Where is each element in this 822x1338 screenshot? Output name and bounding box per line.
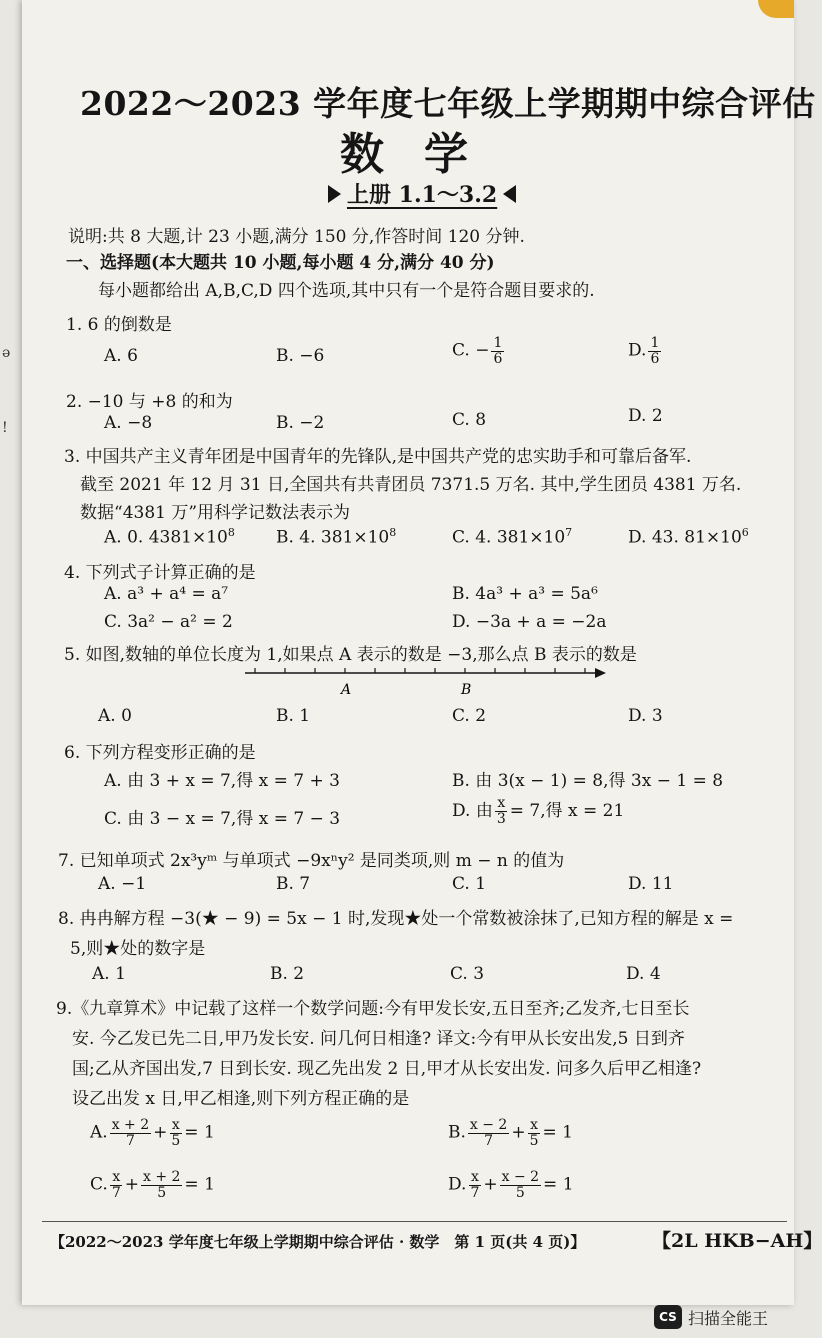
scanner-watermark <box>654 1305 768 1329</box>
q4-option-b: B. 4a³ + a³ = 5a⁶ <box>452 584 598 604</box>
q7-option-d: D. 11 <box>628 874 674 894</box>
page-footer: 【2022～2023 学年度七年级上学期期中综合评估 · 数学 第 1 页(共 4 页)】 <box>50 1233 586 1251</box>
chapter-range <box>328 178 516 209</box>
q7-option-c: C. 1 <box>452 874 487 894</box>
margin-mark: ! <box>2 420 8 436</box>
q4-option-c: C. 3a² − a² = 2 <box>104 612 233 632</box>
q5-option-b: B. 1 <box>276 706 311 726</box>
q7-option-a: A. −1 <box>98 874 147 894</box>
q6-option-d: D. 由 $\frac{x}{3}$ = 7,得 x = 21 <box>452 795 625 827</box>
number-line-arrow-icon <box>595 668 606 678</box>
q6-option-b: B. 由 3(x − 1) = 8,得 3x − 1 = 8 <box>452 771 724 791</box>
q1-option-a: A. 6 <box>104 346 138 366</box>
question-9-line-1: 9.《九章算术》中记载了这样一个数学问题:今有甲发长安,五日至齐;乙发齐,七日至长 <box>56 999 690 1019</box>
q6-option-a: A. 由 3 + x = 7,得 x = 7 + 3 <box>104 771 340 791</box>
q3-option-c: C. 4. $381\times 10^7$ <box>452 526 573 548</box>
range-text: 上册 1.1～3.2 <box>347 182 498 208</box>
instructions: 说明:共 8 大题,计 23 小题,满分 150 分,作答时间 120 分钟. <box>68 227 525 247</box>
question-2-stem: 2. −10 与 +8 的和为 <box>66 392 233 412</box>
q5-option-c: C. 2 <box>452 706 487 726</box>
number-line-ticks <box>255 668 585 673</box>
q4-option-a: A. a³ + a⁴ = a⁷ <box>104 584 229 604</box>
q9-option-b: B. $\frac{x - 2}{7}$ + $\frac{x}{5}$ = 1 <box>448 1117 573 1149</box>
q4-option-d: D. −3a + a = −2a <box>452 612 607 632</box>
q8-option-d: D. 4 <box>626 964 661 984</box>
question-7-stem: 7. 已知单项式 2x³yᵐ 与单项式 −9xⁿy² 是同类项,则 m − n 的值为 <box>58 851 565 871</box>
section-heading: 一、选择题(本大题共 10 小题,每小题 4 分,满分 40 分) <box>66 253 495 273</box>
point-b-label: B <box>461 682 472 698</box>
q6-option-c: C. 由 3 − x = 7,得 x = 7 − 3 <box>104 809 341 829</box>
q3-option-d: D. 43. $81\times 10^6$ <box>628 526 749 548</box>
q2-option-d: D. 2 <box>628 406 663 426</box>
q9-option-c: C. $\frac{x}{7}$ + $\frac{x + 2}{5}$ = 1 <box>90 1169 215 1201</box>
q9-option-d: D. $\frac{x}{7}$ + $\frac{x - 2}{5}$ = 1 <box>448 1169 574 1201</box>
question-6-stem: 6. 下列方程变形正确的是 <box>64 743 256 763</box>
question-9-line-4: 设乙出发 x 日,甲乙相逢,则下列方程正确的是 <box>72 1089 410 1109</box>
triangle-left-icon <box>503 185 516 203</box>
footer-divider <box>42 1221 787 1222</box>
number-line-figure <box>240 660 610 700</box>
question-8-line-2: 5,则★处的数字是 <box>70 939 206 959</box>
exam-title: 2022～2023 学年度七年级上学期期中综合评估 <box>80 84 816 123</box>
q1-option-d: D. $\frac{1}{6}$ <box>628 335 660 367</box>
q8-option-b: B. 2 <box>270 964 305 984</box>
q3-option-b: B. 4. $381\times 10^8$ <box>276 526 397 548</box>
question-3-line-2: 截至 2021 年 12 月 31 日,全国共有共青团员 7371.5 万名. 其中,学生团员 4381 万名. <box>80 475 742 495</box>
q7-option-b: B. 7 <box>276 874 311 894</box>
question-9-line-2: 安. 今乙发已先二日,甲乃发长安. 问几何日相逢? 译文:今有甲从长安出发,5 日到齐 <box>72 1029 685 1049</box>
question-8-line-1: 8. 冉冉解方程 −3(★ − 9) = 5x − 1 时,发现★处一个常数被涂抹了,已知方程的解是 x = <box>58 909 734 929</box>
camscanner-logo-icon: CS <box>654 1305 682 1329</box>
point-a-label: A <box>341 682 352 698</box>
question-4-stem: 4. 下列式子计算正确的是 <box>64 563 256 583</box>
q3-option-a: A. 0. $4381\times 10^8$ <box>104 526 235 548</box>
section-note: 每小题都给出 A,B,C,D 四个选项,其中只有一个是符合题目要求的. <box>98 281 595 301</box>
q8-option-c: C. 3 <box>450 964 485 984</box>
margin-mark: ə <box>2 345 11 361</box>
q8-option-a: A. 1 <box>92 964 126 984</box>
question-1-stem: 1. 6 的倒数是 <box>66 315 172 335</box>
triangle-right-icon <box>328 185 341 203</box>
question-3-line-3: 数据“4381 万”用科学记数法表示为 <box>80 503 351 523</box>
q5-option-d: D. 3 <box>628 706 663 726</box>
q1-option-b: B. −6 <box>276 346 325 366</box>
exam-code: 【2L HKB−AH】 <box>652 1230 822 1252</box>
q2-option-a: A. −8 <box>104 413 153 433</box>
q2-option-b: B. −2 <box>276 413 325 433</box>
question-9-line-3: 国;乙从齐国出发,7 日到长安. 现乙先出发 2 日,甲才从长安出发. 问多久后甲乙相逢? <box>72 1059 702 1079</box>
question-3-line-1: 3. 中国共产主义青年团是中国青年的先锋队,是中国共产党的忠实助手和可靠后备军. <box>64 447 692 467</box>
q5-option-a: A. 0 <box>98 706 132 726</box>
exam-subject: 数学 <box>340 129 508 180</box>
scanner-label: 扫描全能王 <box>688 1308 769 1328</box>
q1-option-c: C. − $\frac{1}{6}$ <box>452 335 503 367</box>
q2-option-c: C. 8 <box>452 410 487 430</box>
question-5-stem: 5. 如图,数轴的单位长度为 1,如果点 A 表示的数是 −3,那么点 B 表示的数是 <box>64 645 637 665</box>
q9-option-a: A. $\frac{x + 2}{7}$ + $\frac{x}{5}$ = 1 <box>90 1117 215 1149</box>
